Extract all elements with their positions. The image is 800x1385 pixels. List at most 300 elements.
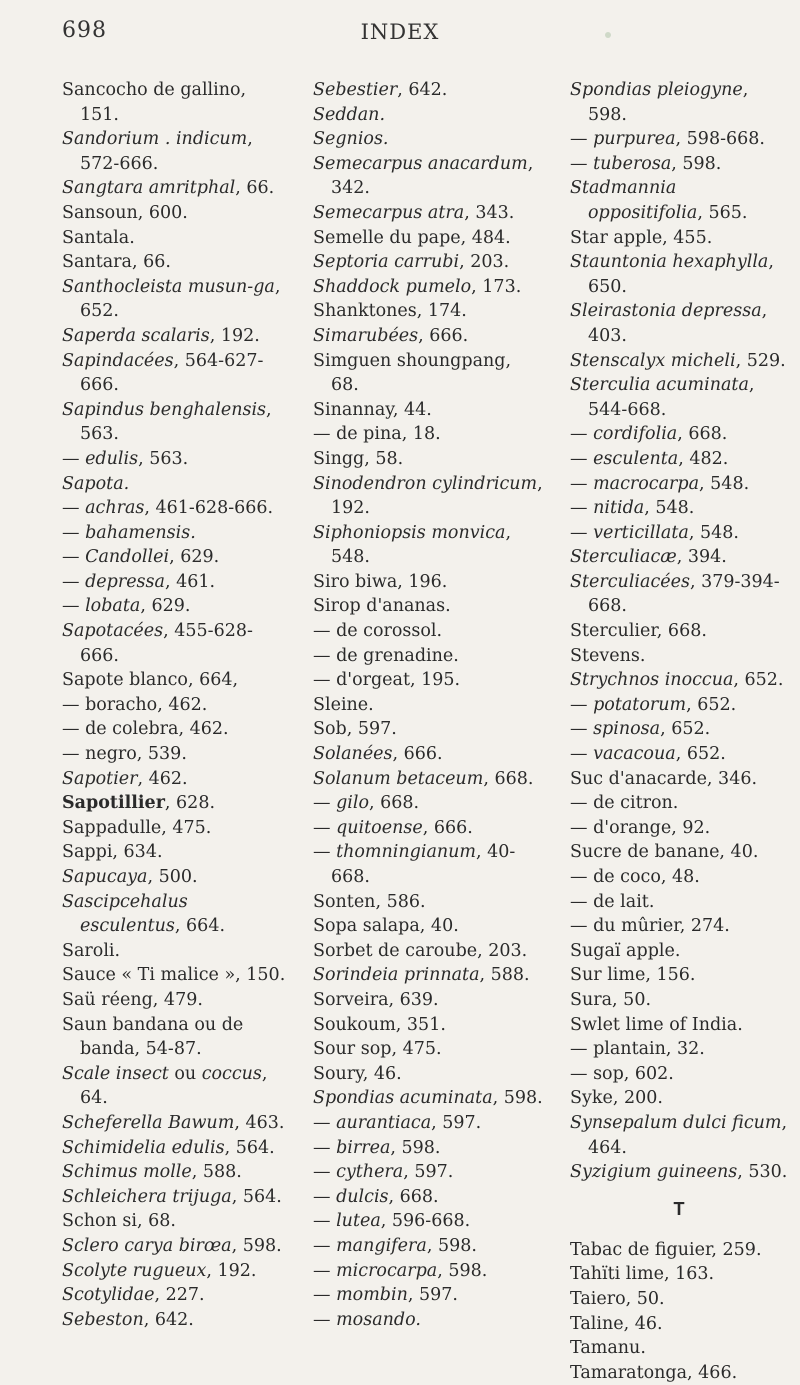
- entry-text: Stadmannia oppositifolia: [570, 178, 698, 223]
- entry-text: — du mûrier, 274.: [570, 916, 730, 937]
- index-entry: [62, 496, 287, 521]
- index-entry: [62, 324, 287, 349]
- entry-text: Stevens.: [570, 645, 646, 666]
- entry-text: Sugaï apple.: [570, 940, 681, 961]
- entry-text: , 652.: [733, 670, 784, 691]
- index-entry: [313, 299, 543, 324]
- index-entry: [313, 226, 543, 251]
- index-entry: [62, 570, 287, 595]
- index-entry: [570, 496, 788, 521]
- entry-text: , 394.: [676, 547, 727, 568]
- entry-text: Schimus molle: [62, 1162, 192, 1183]
- index-entry: [570, 152, 788, 177]
- entry-text: lutea: [336, 1211, 381, 1232]
- index-entry: [62, 127, 287, 176]
- index-entry: [313, 1111, 543, 1136]
- entry-text: macrocarpa: [593, 473, 700, 494]
- index-entry: [570, 1160, 788, 1185]
- entry-text: , 66.: [235, 178, 275, 199]
- index-entry: [313, 201, 543, 226]
- index-entry: [313, 152, 543, 201]
- index-entry: [570, 1336, 788, 1361]
- entry-text: Sandorium . indicum: [62, 129, 248, 150]
- entry-text: —: [313, 1162, 337, 1183]
- index-entry: [62, 226, 287, 251]
- index-entry: [62, 521, 287, 546]
- entry-text: Septoria carrubi: [313, 252, 460, 273]
- index-entry: [570, 1361, 788, 1385]
- entry-text: — boracho, 462.: [62, 694, 208, 715]
- index-entry: [313, 1209, 543, 1234]
- index-column-2: [313, 78, 543, 1332]
- entry-text: birrea: [336, 1137, 391, 1158]
- entry-text: , 597.: [403, 1162, 454, 1183]
- entry-text: Schon si, 68.: [62, 1211, 176, 1232]
- index-entry: [570, 1312, 788, 1337]
- entry-text: , 598.: [231, 1235, 282, 1256]
- index-entry: [570, 1062, 788, 1087]
- entry-text: Taline, 46.: [570, 1313, 663, 1334]
- entry-text: , 652.: [686, 694, 737, 715]
- entry-text: , 455-628-666.: [80, 621, 253, 666]
- entry-text: — sop, 602.: [570, 1063, 674, 1084]
- entry-text: Sterculia acuminata: [570, 375, 749, 396]
- entry-text: Sleirastonia depressa: [570, 301, 762, 322]
- entry-text: , 403.: [588, 301, 768, 346]
- index-entry: [570, 545, 788, 570]
- entry-text: Sapota.: [62, 473, 130, 494]
- entry-text: , 588.: [479, 965, 530, 986]
- entry-text: Sonten, 586.: [313, 891, 426, 912]
- index-entry: [313, 1283, 543, 1308]
- entry-text: Sorveira, 639.: [313, 989, 439, 1010]
- index-entry: [62, 1160, 287, 1185]
- entry-text: , 203.: [459, 252, 510, 273]
- entry-text: Strychnos inoccua: [570, 670, 734, 691]
- index-entry: [313, 890, 543, 915]
- index-entry: [62, 668, 287, 693]
- entry-text: purpurea: [593, 129, 676, 150]
- entry-text: — d'orgeat, 195.: [313, 670, 461, 691]
- index-entry: [313, 717, 543, 742]
- entry-text: , 629.: [169, 547, 220, 568]
- entry-text: bahamensis.: [85, 522, 196, 543]
- index-entry: [313, 791, 543, 816]
- entry-text: Scale insect: [62, 1063, 169, 1084]
- entry-text: — negro, 539.: [62, 744, 187, 765]
- entry-text: Sur lime, 156.: [570, 965, 696, 986]
- entry-text: , 192.: [209, 325, 260, 346]
- entry-text: —: [62, 522, 86, 543]
- entry-text: , 461.: [164, 571, 216, 592]
- entry-text: Sapindus benghalensis: [62, 399, 267, 420]
- entry-text: depressa: [85, 571, 165, 592]
- index-entry: [62, 594, 287, 619]
- index-entry: [313, 127, 543, 152]
- entry-text: , 652.: [660, 719, 711, 740]
- entry-text: Scolyte rugueux: [62, 1260, 207, 1281]
- index-entry: [570, 373, 788, 422]
- entry-text: Siphoniopsis monvica: [313, 522, 506, 543]
- entry-text: — de coco, 48.: [570, 867, 700, 887]
- entry-text: , 588.: [191, 1162, 242, 1183]
- index-entry: [313, 1086, 543, 1111]
- page-number: 698: [62, 18, 107, 43]
- entry-text: —: [570, 473, 594, 494]
- entry-text: , 343.: [464, 202, 515, 223]
- entry-text: quitoense: [336, 817, 423, 838]
- index-entry: [62, 1234, 287, 1259]
- entry-text: , 564-627-666.: [80, 350, 264, 396]
- index-entry: [313, 324, 543, 349]
- entry-text: Sapucaya: [62, 867, 148, 887]
- entry-text: Swlet lime of India.: [570, 1014, 743, 1035]
- index-entry: [570, 619, 788, 644]
- index-entry: [313, 693, 543, 718]
- index-entry: [62, 1185, 287, 1210]
- entry-text: Sorindeia prinnata: [313, 965, 480, 986]
- index-entry: [570, 717, 788, 742]
- entry-text: gilo: [336, 793, 370, 814]
- entry-text: , 598.: [390, 1137, 441, 1158]
- index-entry: [570, 914, 788, 939]
- index-entry: [570, 1287, 788, 1312]
- entry-text: Candollei: [85, 547, 170, 568]
- index-entry: [570, 176, 788, 225]
- entry-text: , 666.: [422, 817, 473, 838]
- entry-text: aurantiaca: [336, 1112, 432, 1133]
- index-entry: [313, 422, 543, 447]
- index-entry: [313, 1308, 543, 1333]
- entry-text: dulcis: [336, 1186, 389, 1207]
- index-entry: [313, 521, 543, 570]
- entry-text: , 564.: [224, 1137, 275, 1158]
- index-entry: [62, 1283, 287, 1308]
- entry-text: , 529.: [735, 350, 786, 371]
- index-entry: [313, 1037, 543, 1062]
- entry-text: Spondias pleiogyne: [570, 80, 743, 100]
- entry-text: —: [313, 1211, 337, 1232]
- entry-text: , 629.: [140, 596, 191, 617]
- entry-text: Sansoun, 600.: [62, 202, 188, 223]
- entry-text: Segnios.: [313, 129, 389, 150]
- entry-text: , 461-628-666.: [144, 498, 274, 519]
- entry-text: Sapotillier: [62, 793, 165, 814]
- entry-text: Spondias acuminata: [313, 1088, 493, 1109]
- entry-text: Saperda scalaris: [62, 325, 210, 346]
- entry-text: , 564.: [231, 1186, 282, 1207]
- entry-text: , 598.: [588, 80, 749, 125]
- index-entry: [313, 767, 543, 792]
- entry-text: potatorum: [593, 694, 687, 715]
- entry-text: Syke, 200.: [570, 1088, 663, 1109]
- entry-text: Semecarpus atra: [313, 202, 465, 223]
- entry-text: Shanktones, 174.: [313, 301, 467, 322]
- entry-text: cordifolia: [593, 424, 678, 445]
- entry-text: Shaddock pumelo: [313, 276, 472, 297]
- index-entry: [570, 939, 788, 964]
- index-entry: [313, 816, 543, 841]
- entry-text: Sura, 50.: [570, 989, 652, 1010]
- index-entry: [313, 619, 543, 644]
- entry-text: , 40-668.: [331, 842, 516, 887]
- index-entry: [570, 890, 788, 915]
- entry-text: —: [62, 448, 86, 469]
- entry-text: mombin: [336, 1285, 408, 1306]
- entry-text: Santala.: [62, 227, 135, 248]
- entry-text: Stauntonia hexaphylla: [570, 252, 769, 273]
- index-entry: [62, 1209, 287, 1234]
- entry-text: Sappi, 634.: [62, 842, 163, 863]
- entry-text: , 548.: [699, 473, 750, 494]
- entry-text: —: [313, 1260, 337, 1281]
- entry-text: Sapotacées: [62, 621, 164, 642]
- index-entry: [62, 742, 287, 767]
- index-entry: [570, 1262, 788, 1287]
- index-entry: [62, 619, 287, 668]
- index-entry: [313, 472, 543, 521]
- index-entry: [570, 521, 788, 546]
- entry-text: , 192.: [206, 1260, 257, 1281]
- entry-text: Taiero, 50.: [570, 1288, 665, 1309]
- index-entry: [313, 1185, 543, 1210]
- index-entry: [62, 1111, 287, 1136]
- entry-text: , 544-668.: [588, 375, 755, 420]
- index-entry: [313, 840, 543, 889]
- index-entry: [313, 644, 543, 669]
- index-entry: [570, 226, 788, 251]
- index-entry: [570, 791, 788, 816]
- entry-text: , 628.: [164, 793, 216, 814]
- entry-text: —: [570, 694, 594, 715]
- entry-text: tuberosa: [593, 153, 672, 174]
- index-entry: [62, 78, 287, 127]
- entry-text: Sterculiacæ: [570, 547, 677, 568]
- index-entry: [62, 816, 287, 841]
- index-entry: [313, 349, 543, 398]
- index-entry: [570, 250, 788, 299]
- entry-text: , 548.: [644, 498, 695, 519]
- entry-text: Tamanu.: [570, 1338, 646, 1359]
- index-entry: [570, 1111, 788, 1160]
- entry-text: Solanées: [313, 744, 393, 765]
- entry-text: Simguen shoungpang, 68.: [313, 350, 512, 396]
- index-entry: [62, 398, 287, 447]
- index-entry: [62, 865, 287, 890]
- entry-text: achras: [85, 498, 145, 519]
- entry-text: —: [313, 817, 337, 838]
- entry-text: Siro biwa, 196.: [313, 571, 448, 592]
- entry-text: Sapotier: [62, 768, 138, 789]
- entry-text: Tabac de figuier, 259.: [570, 1239, 762, 1260]
- entry-text: , 379-394-668.: [588, 571, 780, 617]
- index-entry: [313, 914, 543, 939]
- index-entry: [570, 644, 788, 669]
- entry-text: Sascipcehalus esculentus: [62, 891, 188, 937]
- entry-text: , 563.: [138, 448, 189, 469]
- entry-text: edulis: [85, 448, 139, 469]
- entry-text: Sclero carya birœa: [62, 1235, 232, 1256]
- index-entry: [570, 1238, 788, 1263]
- index-entry: [570, 447, 788, 472]
- entry-text: Sucre de banane, 40.: [570, 842, 759, 863]
- entry-text: — de pina, 18.: [313, 424, 441, 445]
- entry-text: Sapindacées: [62, 350, 174, 371]
- index-entry: [313, 447, 543, 472]
- entry-text: , 463.: [234, 1112, 285, 1133]
- entry-text: Sterculier, 668.: [570, 621, 707, 642]
- index-entry: [313, 398, 543, 423]
- entry-text: , 173.: [471, 276, 522, 297]
- index-entry: [62, 767, 287, 792]
- index-entry: [313, 1234, 543, 1259]
- index-entry: [62, 349, 287, 398]
- entry-text: — plantain, 32.: [570, 1039, 705, 1060]
- entry-text: —: [570, 522, 594, 543]
- index-entry: [62, 1259, 287, 1284]
- entry-text: Sappadulle, 475.: [62, 817, 212, 838]
- entry-text: , 666.: [392, 744, 443, 765]
- entry-text: thomningianum: [336, 842, 477, 863]
- entry-text: —: [62, 571, 86, 592]
- entry-text: Saü réeng, 479.: [62, 989, 203, 1010]
- index-entry: [62, 840, 287, 865]
- entry-text: Tahïti lime, 163.: [570, 1264, 715, 1285]
- entry-text: , 596-668.: [380, 1211, 471, 1232]
- index-entry: [62, 791, 287, 816]
- entry-text: Sapote blanco, 664,: [62, 670, 239, 691]
- index-entry: [62, 1062, 287, 1111]
- entry-text: , 192.: [331, 473, 543, 519]
- index-entry: [313, 594, 543, 619]
- entry-text: Scotylidae: [62, 1285, 155, 1306]
- entry-text: , 597.: [407, 1285, 458, 1306]
- entry-text: Sorbet de caroube, 203.: [313, 940, 528, 961]
- entry-text: , 548.: [688, 522, 739, 543]
- index-entry: [313, 570, 543, 595]
- entry-text: — de corossol.: [313, 621, 443, 642]
- entry-text: , 548.: [331, 522, 512, 568]
- entry-text: Sterculiacées: [570, 571, 690, 592]
- index-entry: [62, 201, 287, 226]
- entry-text: Saun bandana ou de banda, 54-87.: [62, 1014, 244, 1060]
- entry-text: ou: [168, 1063, 202, 1084]
- entry-text: Soury, 46.: [313, 1063, 402, 1084]
- entry-text: —: [313, 842, 337, 863]
- entry-text: , 565.: [697, 202, 748, 223]
- index-entry: [313, 1136, 543, 1161]
- index-entry: [313, 250, 543, 275]
- entry-text: cythera: [336, 1162, 404, 1183]
- entry-text: vacacoua: [593, 744, 676, 765]
- entry-text: Seddan.: [313, 104, 386, 125]
- index-entry: [62, 890, 287, 939]
- index-entry: [570, 472, 788, 497]
- index-entry: [570, 988, 788, 1013]
- index-entry: [313, 1013, 543, 1038]
- entry-text: , 668.: [677, 424, 728, 445]
- entry-text: , 598.: [437, 1260, 488, 1281]
- entry-text: verticillata: [593, 522, 689, 543]
- index-entry: [62, 176, 287, 201]
- entry-text: Semelle du pape, 484.: [313, 227, 511, 248]
- entry-text: , 668.: [388, 1186, 439, 1207]
- index-entry: [313, 78, 543, 103]
- entry-text: Sebestier: [313, 80, 398, 100]
- entry-text: , 342.: [331, 153, 534, 199]
- entry-text: Santhocleista musun-ga: [62, 276, 275, 297]
- entry-text: coccus: [201, 1063, 262, 1084]
- entry-text: , 598.: [671, 153, 722, 174]
- index-entry: [62, 250, 287, 275]
- entry-text: , 227.: [154, 1285, 205, 1306]
- index-entry: [62, 1136, 287, 1161]
- index-entry: [62, 939, 287, 964]
- entry-text: , 572-666.: [80, 129, 253, 174]
- entry-text: Schleichera trijuga: [62, 1186, 232, 1207]
- index-entry: [62, 1308, 287, 1333]
- index-column-1: [62, 78, 287, 1332]
- entry-text: , 650.: [588, 252, 774, 297]
- entry-text: esculenta: [593, 448, 679, 469]
- entry-text: , 642.: [397, 80, 448, 100]
- index-entry: [570, 816, 788, 841]
- index-entry: [62, 717, 287, 742]
- entry-text: —: [313, 1137, 337, 1158]
- entry-text: — de grenadine.: [313, 645, 459, 666]
- entry-text: Star apple, 455.: [570, 227, 713, 248]
- entry-text: Sob, 597.: [313, 719, 397, 740]
- entry-text: —: [313, 1112, 337, 1133]
- entry-text: —: [570, 424, 594, 445]
- index-column-3: [570, 78, 788, 1385]
- entry-text: —: [62, 498, 86, 519]
- entry-text: —: [313, 1309, 337, 1330]
- index-entry: [313, 1062, 543, 1087]
- entry-text: Sangtara amritphal: [62, 178, 236, 199]
- index-entry: [313, 1259, 543, 1284]
- entry-text: , 642.: [143, 1309, 194, 1330]
- entry-text: Solanum betaceum: [313, 768, 484, 789]
- entry-text: Schimidelia edulis: [62, 1137, 225, 1158]
- entry-text: Saroli.: [62, 940, 121, 961]
- running-head: INDEX: [360, 20, 440, 44]
- entry-text: Scheferella Bawum: [62, 1112, 235, 1133]
- entry-text: —: [570, 448, 594, 469]
- entry-text: , 464.: [588, 1112, 788, 1158]
- index-entry: [570, 1086, 788, 1111]
- entry-text: — de citron.: [570, 793, 679, 814]
- entry-text: Soukoum, 351.: [313, 1014, 446, 1035]
- entry-text: Sopa salapa, 40.: [313, 916, 459, 937]
- index-entry: [570, 963, 788, 988]
- entry-text: , 668.: [369, 793, 420, 814]
- entry-text: , 462.: [137, 768, 188, 789]
- index-entry: [62, 545, 287, 570]
- entry-text: —: [570, 153, 594, 174]
- entry-text: Sancocho de gallino, 151.: [62, 80, 247, 125]
- index-entry: [570, 570, 788, 619]
- index-entry: [62, 963, 287, 988]
- index-entry: [313, 668, 543, 693]
- entry-text: —: [570, 744, 594, 765]
- index-entry: [313, 275, 543, 300]
- index-entry: [570, 865, 788, 890]
- entry-text: Tamaratonga, 466.: [570, 1362, 738, 1383]
- entry-text: , 664.: [174, 916, 226, 937]
- section-letter: T: [673, 1198, 685, 1219]
- entry-text: Sour sop, 475.: [313, 1039, 442, 1060]
